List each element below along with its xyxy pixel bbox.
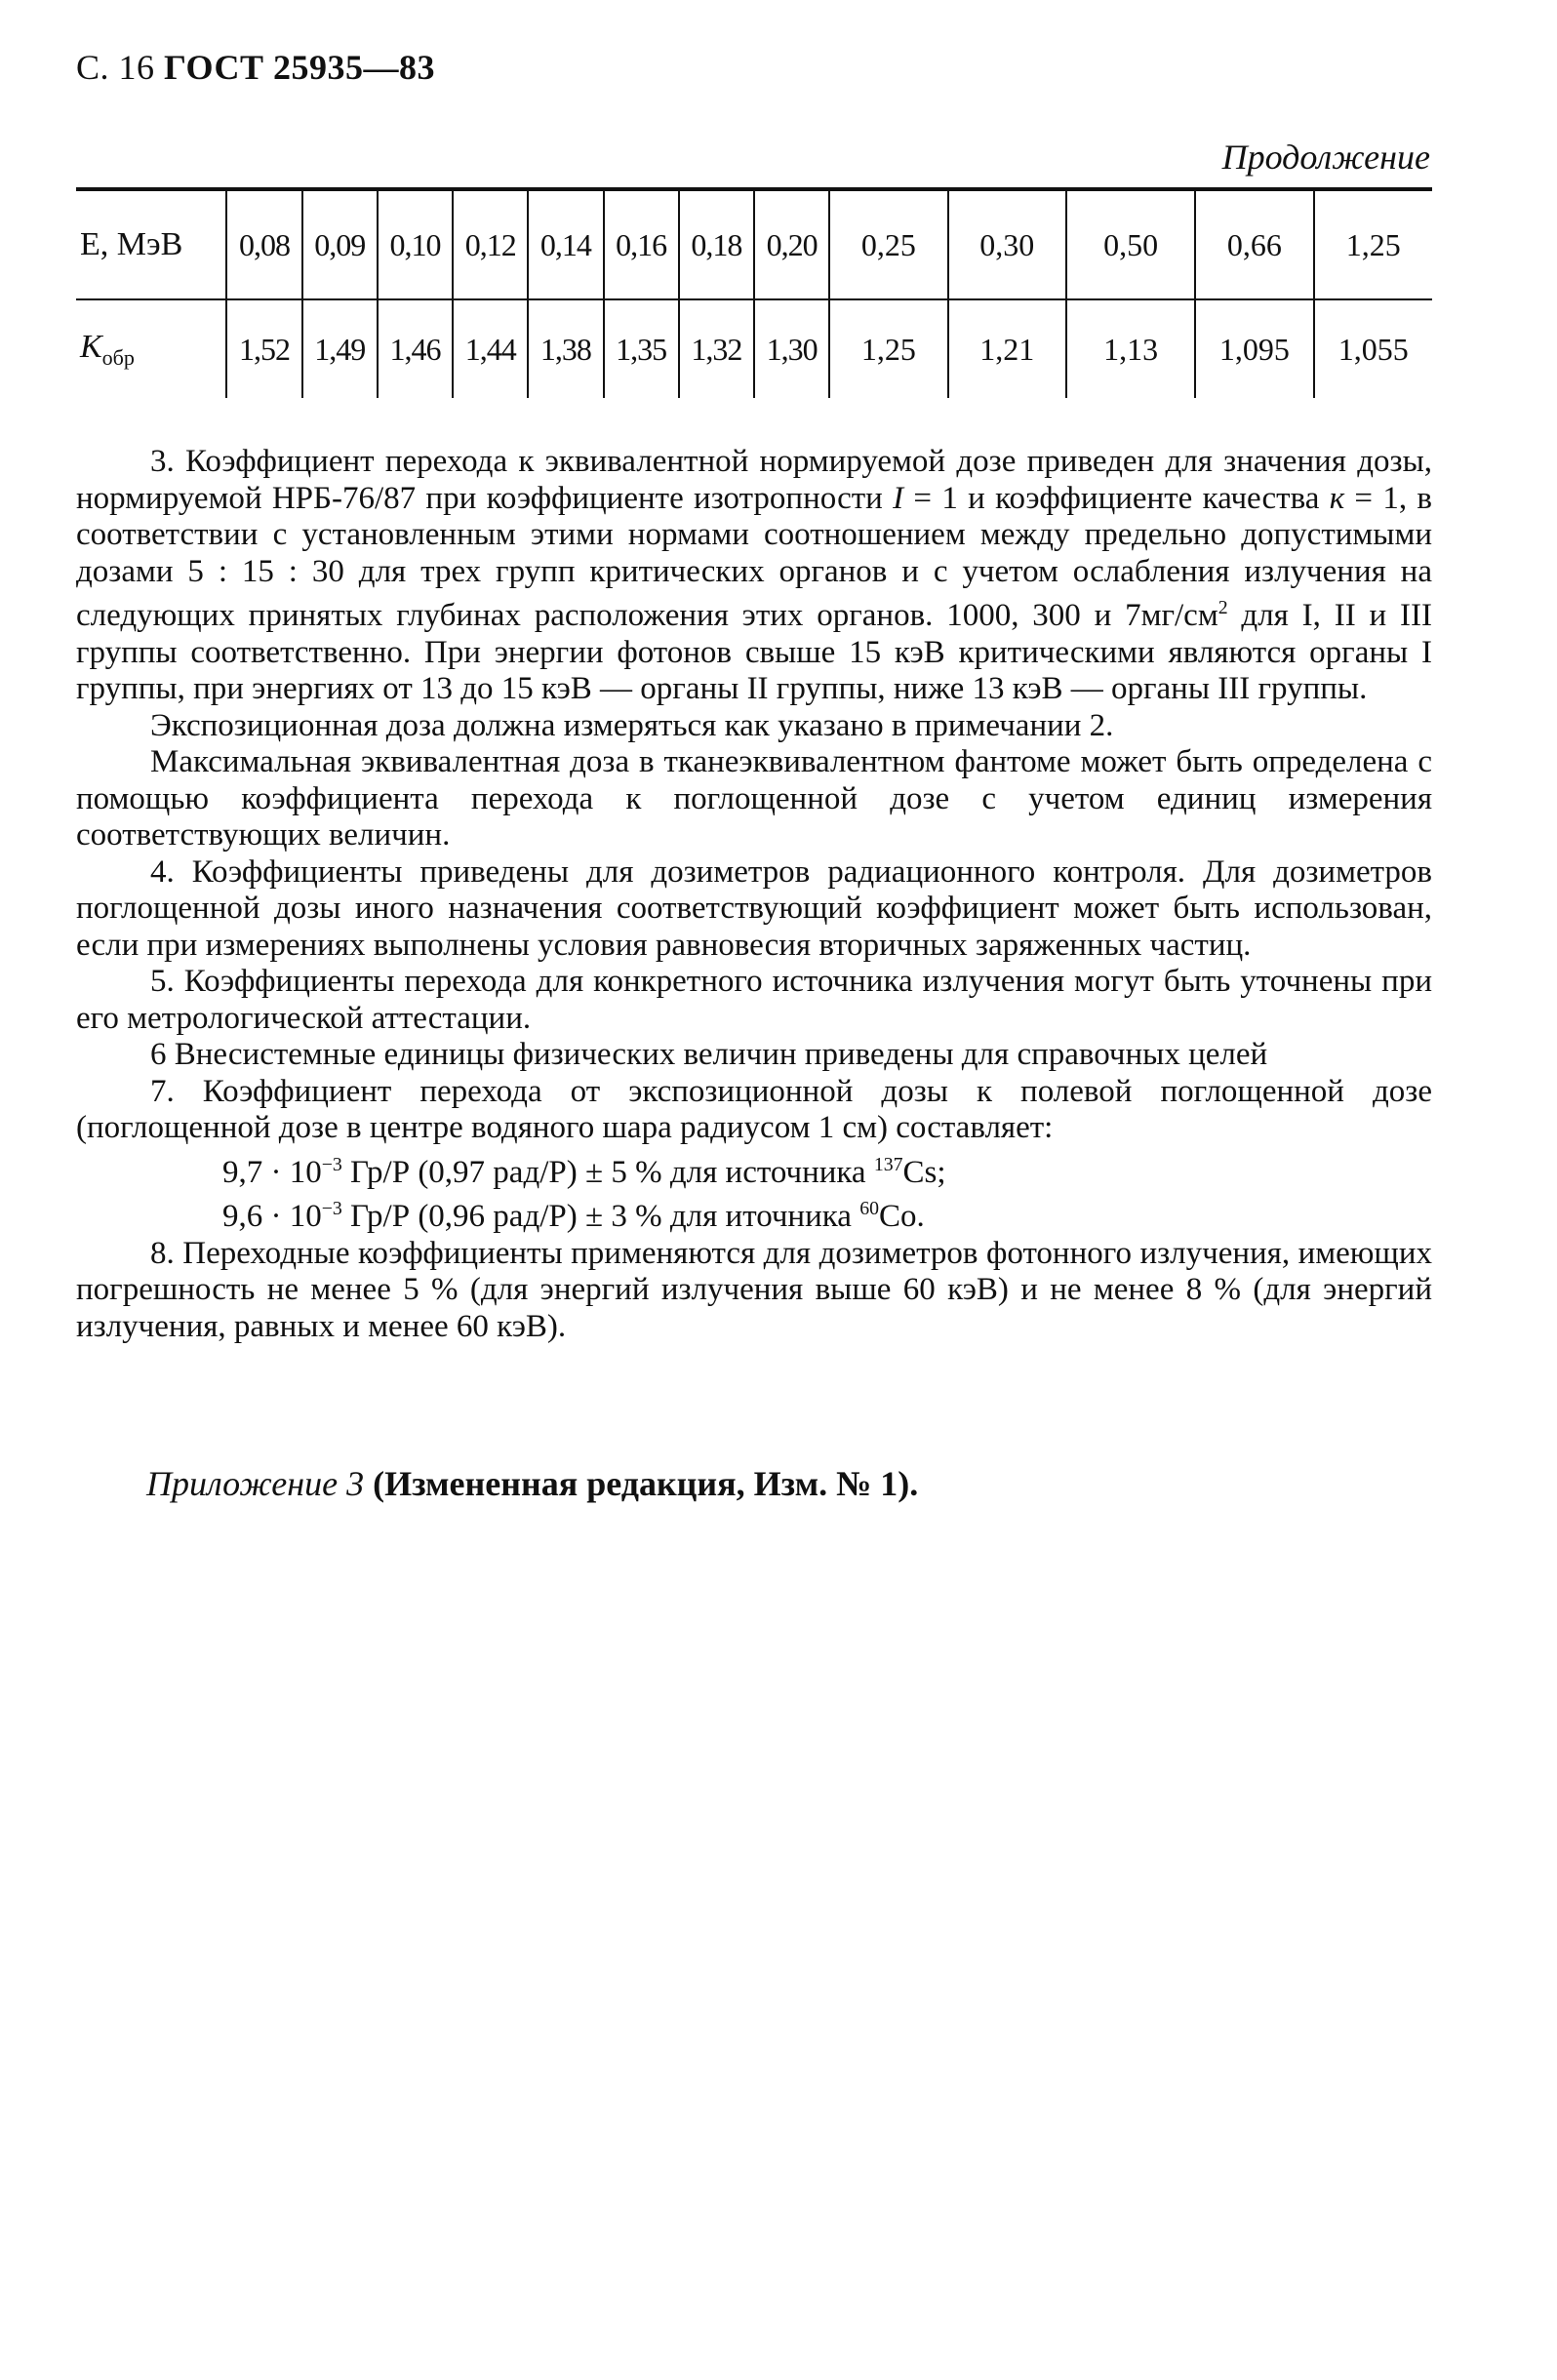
appendix-revision: (Измененная редакция, Изм. № 1). (364, 1464, 919, 1503)
energy-cell: 0,30 (948, 191, 1066, 299)
note-5: 5. Коэффициенты перехода для конкретного источника излучения могут быть уточнены при его метрологической аттестации. (76, 964, 1432, 1036)
energy-cell: 0,50 (1066, 191, 1195, 299)
energy-label: Е, МэВ (76, 191, 226, 299)
note-exposure: Экспозиционная доза должна измеряться как указано в примечании 2. (150, 707, 1114, 743)
coefficient-cell: 1,095 (1195, 299, 1313, 398)
coefficient-cell: 1,055 (1314, 299, 1432, 398)
coefficient-label: $К_{обр}$ (80, 328, 135, 370)
coefficient-cell: 1,52 (226, 299, 301, 398)
energy-cell: 0,08 (226, 191, 301, 299)
note-8: 8. Переходные коэффициенты применяются для дозиметров фотонного излучения, имеющих погрешность не менее 5 % (для энергий излучения выше 60 кэВ) и не менее 8 % (для энергий излучения, равных и менее 60 кэВ). (76, 1235, 1432, 1344)
coefficient-cell: 1,32 (679, 299, 754, 398)
continued-label: Продолжение (1221, 138, 1430, 177)
energy-cell: 0,25 (829, 191, 947, 299)
appendix-label: Приложение 3 (146, 1464, 365, 1503)
conversion-table (76, 187, 1432, 398)
energy-cell: 0,16 (604, 191, 679, 299)
coefficient-cell: 1,46 (378, 299, 453, 398)
energy-cell: 0,14 (528, 191, 603, 299)
standard-number: ГОСТ 25935—83 (164, 48, 435, 87)
coefficient-cell: 1,25 (829, 299, 947, 398)
energy-cell: 0,09 (302, 191, 378, 299)
page-number: С. 16 (76, 48, 155, 87)
page-header (76, 47, 435, 88)
energy-cell: 0,66 (1195, 191, 1313, 299)
formula-cs137: $9,7 \cdot 10^{-3}$ Гр/Р (0,97 рад/Р) ± 5 % для источника $^{137}$Cs; (222, 1153, 946, 1190)
note-4: 4. Коэффициенты приведены для дозиметров радиационного контроля. Для дозиметров поглощенной дозы иного назначения соответствующий коэффициент может быть использован, если при измерениях выполнены условия равновесия вторичных заряженных частиц. (76, 853, 1432, 963)
note-6: 6 Внесистемные единицы физических величин приведены для справочных целей (150, 1037, 1268, 1072)
energy-cell: 0,18 (679, 191, 754, 299)
energy-cell: 0,20 (754, 191, 829, 299)
notes-body (76, 444, 1432, 1345)
coefficient-cell: 1,21 (948, 299, 1066, 398)
energy-cell: 0,12 (453, 191, 528, 299)
coefficient-cell: 1,44 (453, 299, 528, 398)
energy-cell: 0,10 (378, 191, 453, 299)
coefficient-cell: 1,30 (754, 299, 829, 398)
appendix-note (146, 1463, 918, 1504)
note-7: 7. Коэффициент перехода от экспозиционной дозы к полевой поглощенной дозе (поглощенной дозе в центре водяного шара радиусом 1 см) составляет: (76, 1073, 1432, 1145)
formula-co60: $9,6 \cdot 10^{-3}$ Гр/Р (0,96 рад/Р) ± 3 % для иточника $^{60}$Co. (222, 1198, 925, 1234)
coefficient-cell: 1,38 (528, 299, 603, 398)
coefficient-cell: 1,49 (302, 299, 378, 398)
table-row-energy (76, 191, 1432, 299)
note-max-dose: Максимальная эквивалентная доза в тканеэквивалентном фантоме может быть определена с помощью коэффициента перехода к поглощенной дозе с учетом единиц измерения соответствующих величин. (76, 744, 1432, 853)
energy-cell: 1,25 (1314, 191, 1432, 299)
coefficient-cell: 1,35 (604, 299, 679, 398)
table-row-coefficient (76, 299, 1432, 398)
coefficient-cell: 1,13 (1066, 299, 1195, 398)
note-3: 3. Коэффициент перехода к эквивалентной нормируемой дозе приведен для значения дозы, нормируемой НРБ-76/87 при коэффициенте изотропности I = 1 и коэффициенте качества к = 1, в соответствии с установленным этими нормами соотношением между предельно допустимыми дозами 5 : 15 : 30 для трех групп критических органов и с учетом ослабления излучения на следующих принятых глубинах расположения этих органов. 1000, 300 и $7мг/см^2$ для I, II и III группы соответственно. При энергии фотонов свыше 15 кэВ критическими являются органы I группы, при энергиях от 13 до 15 кэВ — органы II группы, ниже 13 кэВ — органы III группы. (76, 444, 1432, 706)
